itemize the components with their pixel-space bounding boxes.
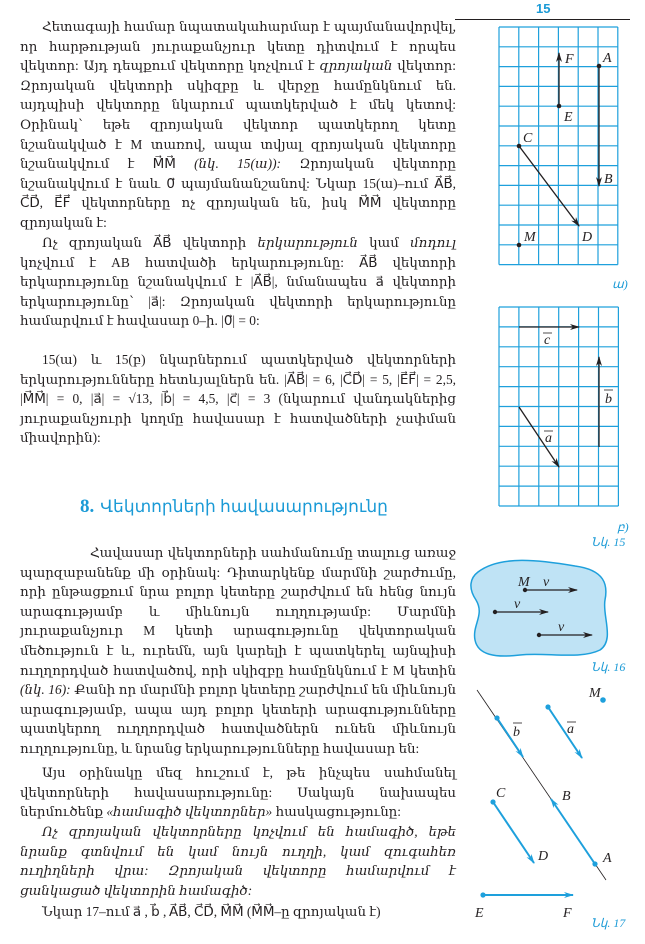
caption-fig16: Նկ. 16 xyxy=(591,660,626,674)
caption-fig15: Նկ. 15 xyxy=(591,535,626,549)
text: կոչվում է AB հատվածի երկարությունը: A⃗B⃗ վեկտորի երկարությունը նշանակվում է |A⃗B⃗|, նմանապես a⃗ վեկտորի երկարությունը՝ |a⃗|: Զրոյական վեկտորի երկարությունը համարվում է հավասար 0–ի. |0⃗| = 0: xyxy=(20,254,456,329)
label-c: c xyxy=(544,333,551,348)
body-blob xyxy=(471,560,607,656)
text: Հավասար վեկտորների սահմանումը տալուց առաջ պարզաբանենք մի օրինակ: Դիտարկենք մարմնի շարժումը, որի ընթացքում նրա բոլոր կետերը շարժվում են հենց նույն արագությամբ և միևնույն ուղղությամբ: Մարմնի յուրաքանչյուր M կետի արագությունը վեկտորական մեծություն է և, ուրեմն, այն կարելի է պատկերել այնպիսի ուղղորդված հատվածով, որի սկիզբը համընկնում է M կետին xyxy=(20,545,456,678)
section-title: Վեկտորների հավասարությունը xyxy=(100,497,388,516)
label-v: v xyxy=(543,575,550,590)
paragraph-fig17: Նկար 17–ում a⃗ , b⃗ , A⃗B⃗, C⃗D⃗, M⃗M⃗ (M⃗M⃗–ը զրոյական է) xyxy=(42,904,381,919)
grid-15b xyxy=(499,307,618,506)
label-M: M xyxy=(589,686,601,701)
point-E xyxy=(557,104,562,109)
paragraph-lengths-example: 15(ա) և 15(բ) նկարներում պատկերված վեկտորների երկարությունները հետևյալներն են. |A⃗B⃗| = 6, |C⃗D⃗| = 5, |E⃗F⃗| = 2,5, |M⃗M⃗| = 0, |a⃗| = √13, |b⃗| = 4,5, |c⃗| = 3 (նկարում վանդակներից յուրաքանչյուրի կողմը հավասար է հատվածների չափման միավորին): xyxy=(20,352,456,446)
text: Քանի որ մարմնի բոլոր կետերը շարժվում են միևնույն արագությամբ, ապա այդ բոլոր կետերի արագությունները պատկերող ուղղորդված հատվածներն ունեն միևնույն ուղղությունը, և նրանց երկարությունները հավասար են: xyxy=(20,682,456,756)
point-A xyxy=(597,64,602,69)
label-a: a xyxy=(545,431,552,446)
label-E: E xyxy=(475,906,484,921)
label-M: M xyxy=(518,575,530,590)
label-F: F xyxy=(563,906,572,921)
label-D: D xyxy=(538,849,549,864)
point-C xyxy=(517,144,522,149)
term-length: երկարություն xyxy=(257,235,358,250)
section-number: 8. xyxy=(80,496,95,517)
label-a: a xyxy=(567,722,574,737)
figure-ref: (նկ. 15(ա)): xyxy=(194,156,282,172)
text: կամ xyxy=(357,235,411,250)
term-zero: զրոյական xyxy=(319,58,393,74)
term-collinear: «համագիծ վեկտորներ» xyxy=(106,804,273,820)
vector-a xyxy=(548,707,582,758)
fig17-vectors xyxy=(483,707,595,895)
term-modulus: մոդուլ xyxy=(410,235,457,250)
text: Ոչ զրոյական A⃗B⃗ վեկտորի xyxy=(42,235,258,250)
label-M: M xyxy=(524,230,536,245)
label-C: C xyxy=(523,131,533,146)
text: հասկացությունը: xyxy=(272,804,401,820)
point-M xyxy=(517,243,522,248)
label-b: b xyxy=(605,392,612,407)
vector-CD xyxy=(493,802,534,863)
label-B: B xyxy=(562,789,571,804)
caption-15a: ա) xyxy=(612,277,628,291)
label-v: v xyxy=(514,597,521,612)
text: Զրոյական վեկտորը նշանակվում է նաև 0⃗ պայմանանշանով: Նկար 15(ա)–ում A⃗B⃗, C⃗D⃗, E⃗F⃗ վեկտորները ոչ զրոյական են, իսկ M⃗M⃗ վեկտորը զրոյական է: xyxy=(20,156,456,230)
point-M xyxy=(600,697,606,703)
text: վեկտոր: Զրոյական վեկտորի սկիզբը և վերջը համընկնում են. այդպիսի վեկտորը նկարում պատկերված է մեկ կետով: Օրինակ՝ եթե զրոյական վեկտոր պատկերող կետը նշանակված է M տառով, ապա տվյալ զրոյական վեկտորը նշանակվում է M⃗M⃗ xyxy=(20,58,456,172)
caption-15b: բ) xyxy=(617,520,629,534)
label-D: D xyxy=(582,230,593,245)
label-b: b xyxy=(513,725,520,740)
label-E: E xyxy=(564,110,573,125)
label-v: v xyxy=(558,620,565,635)
vector-CD xyxy=(519,146,579,226)
text: Այս օրինակը մեզ հուշում է, թե ինչպես սահմանել վեկտորների հավասարությունը: Սակայն նախապես ներմուծենք xyxy=(20,765,456,820)
label-B: B xyxy=(604,172,613,187)
caption-fig17: Նկ. 17 xyxy=(591,916,626,930)
label-A: A xyxy=(603,51,612,66)
vector-AB xyxy=(551,799,595,864)
label-C: C xyxy=(496,786,506,801)
page-number: 15 xyxy=(536,1,551,16)
definition-collinear: Ոչ զրոյական վեկտորները կոչվում են համագիծ, եթե նրանք գտնվում են կամ նույն ուղղի, կամ զուգահեռ ուղիղների վրա: Զրոյական վեկտորը համարվում է ցանկացած վեկտորին համագիծ: xyxy=(20,824,456,898)
figure-ref: (նկ. 16): xyxy=(20,682,71,698)
label-A: A xyxy=(603,851,612,866)
text: Հետագայի համար նպատակահարմար է պայմանավորվել, որ հարթության յուրաքանչյուր կետը դիտվում է որպես վեկտոր: Այդ դեպքում վեկտորը կոչվում է xyxy=(20,19,456,74)
label-F: F xyxy=(565,52,574,67)
